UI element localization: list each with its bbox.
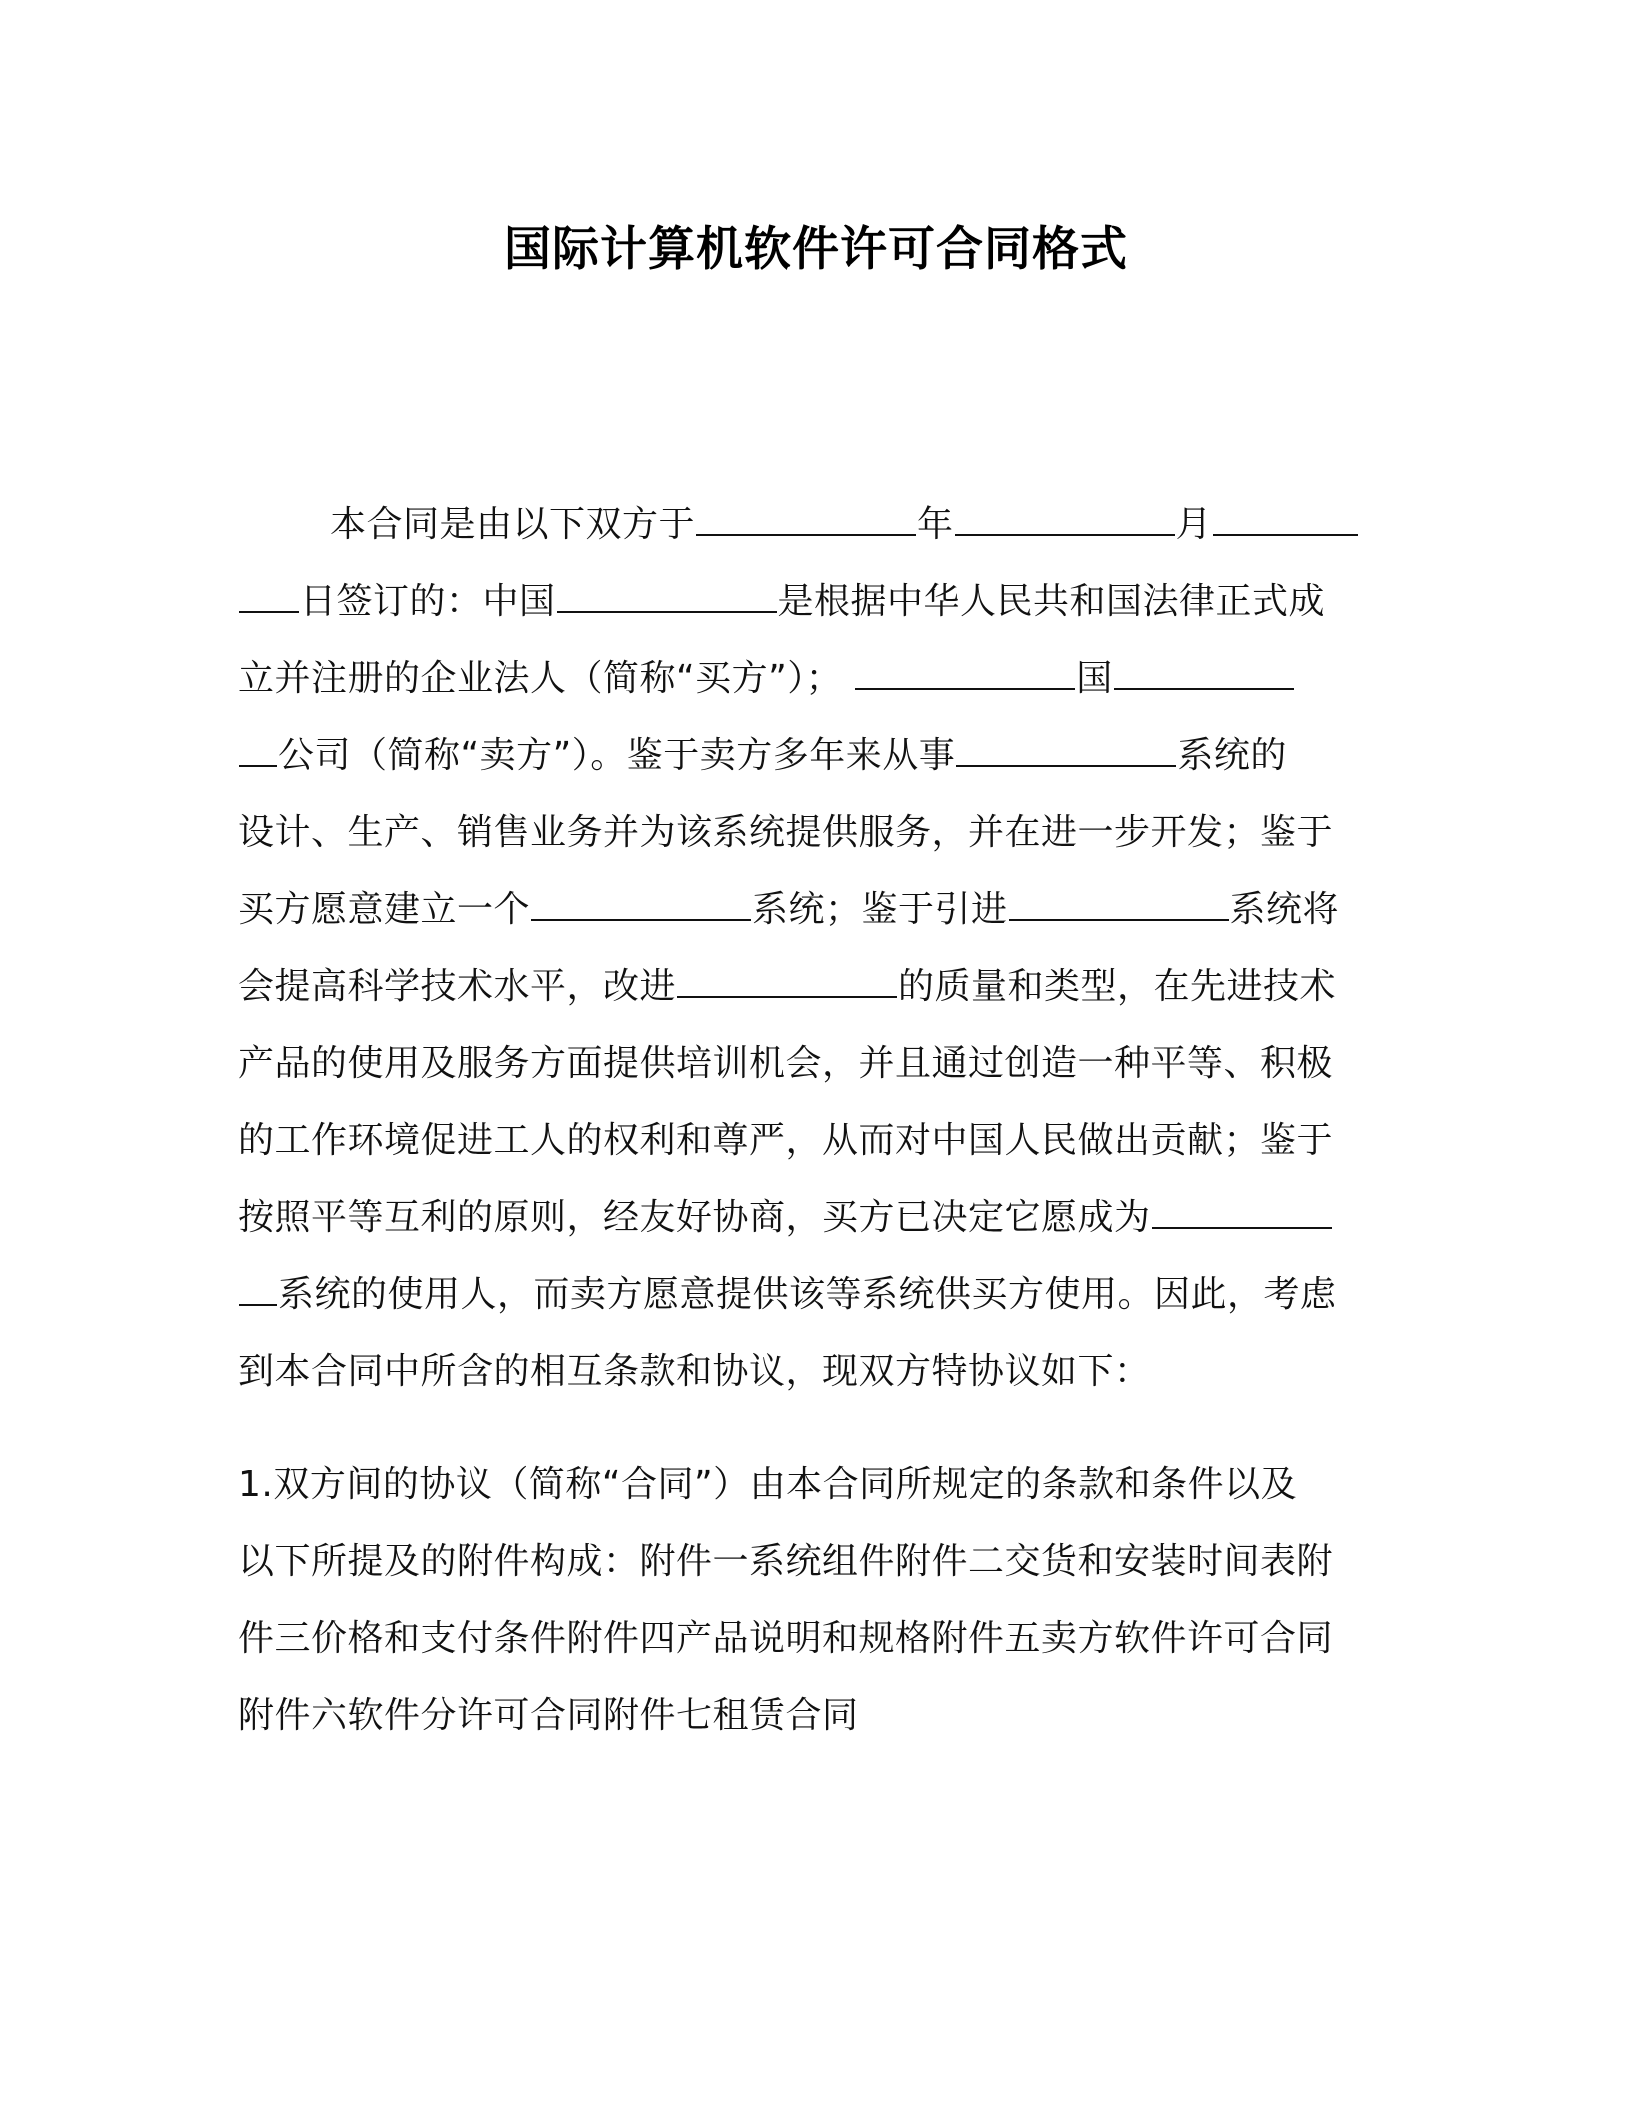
preamble-line-8: 产品的使用及服务方面提供培训机会，并且通过创造一种平等、积极: [238, 1043, 1334, 1084]
month-label: 月: [1175, 504, 1213, 545]
preamble-text: 本合同是由以下双方于: [330, 504, 696, 545]
preamble-text: 系统的使用人，而卖方愿意提供该等系统供买方使用。因此，考虑: [278, 1274, 1337, 1315]
preamble-line-11: [238, 1263, 1378, 1340]
preamble-text: 买方愿意建立一个: [238, 889, 531, 930]
system-user-blank-cont: [239, 1266, 277, 1306]
preamble-line-4: [238, 724, 1378, 801]
preamble-line-2: [238, 570, 1378, 647]
date-day-blank: [1213, 496, 1358, 536]
preamble-line-12: 到本合同中所含的相互条款和协议，现双方特协议如下：: [238, 1351, 1151, 1392]
clause-1-line-3: 件三价格和支付条件附件四产品说明和规格附件五卖方软件许可合同: [238, 1618, 1334, 1659]
preamble-text: 是根据中华人民共和国法律正式成: [777, 581, 1326, 622]
preamble-line-1: [238, 493, 1378, 570]
preamble-paragraph: [238, 493, 1378, 1417]
clause-1-line-4: 附件六软件分许可合同附件七租赁合同: [238, 1695, 859, 1736]
buyer-name-blank: [557, 573, 777, 613]
clause-1: [238, 1453, 1378, 1761]
system-user-blank: [1152, 1189, 1332, 1229]
country-label: 国: [1076, 658, 1113, 699]
clause-1-line-1: 1.双方间的协议（简称“合同”）由本合同所规定的条款和条件以及: [238, 1464, 1298, 1505]
seller-name-blank: [1114, 650, 1294, 690]
system-name-blank: [956, 727, 1176, 767]
system-name-blank-2: [531, 881, 751, 921]
date-month-blank: [955, 496, 1175, 536]
preamble-line-3: [238, 647, 1378, 724]
seller-name-blank-cont: [239, 727, 277, 767]
contract-body: [238, 493, 1378, 1761]
preamble-line-10: [238, 1186, 1378, 1263]
preamble-text: 系统的: [1177, 735, 1287, 776]
preamble-text: 公司（简称“卖方”）。鉴于卖方多年来从事: [278, 735, 956, 776]
product-blank: [677, 958, 897, 998]
clause-1-line-2: 以下所提及的附件构成：附件一系统组件附件二交货和安装时间表附: [238, 1541, 1334, 1582]
preamble-line-5: 设计、生产、销售业务并为该系统提供服务，并在进一步开发；鉴于: [238, 812, 1334, 853]
preamble-line-7: [238, 955, 1378, 1032]
preamble-text: 立并注册的企业法人（简称“买方”）；: [238, 658, 843, 699]
preamble-text: 按照平等互利的原则，经友好协商，买方已决定它愿成为: [238, 1197, 1151, 1238]
paragraph-gap: [238, 1417, 1378, 1453]
document-title: 国际计算机软件许可合同格式: [504, 222, 1128, 277]
date-year-blank: [696, 496, 916, 536]
date-day-blank-cont: [239, 573, 299, 613]
preamble-text: 系统将: [1229, 889, 1340, 930]
preamble-text: 日签订的：中国: [300, 581, 556, 622]
preamble-text: 会提高科学技术水平，改进: [238, 966, 677, 1007]
preamble-text: 的质量和类型，在先进技术: [898, 966, 1337, 1007]
seller-country-blank: [855, 650, 1075, 690]
year-label: 年: [917, 504, 954, 545]
preamble-text: 系统；鉴于引进: [752, 889, 1008, 930]
preamble-line-9: 的工作环境促进工人的权利和尊严，从而对中国人民做出贡献；鉴于: [238, 1120, 1334, 1161]
preamble-line-6: [238, 878, 1378, 955]
system-name-blank-3: [1009, 881, 1229, 921]
